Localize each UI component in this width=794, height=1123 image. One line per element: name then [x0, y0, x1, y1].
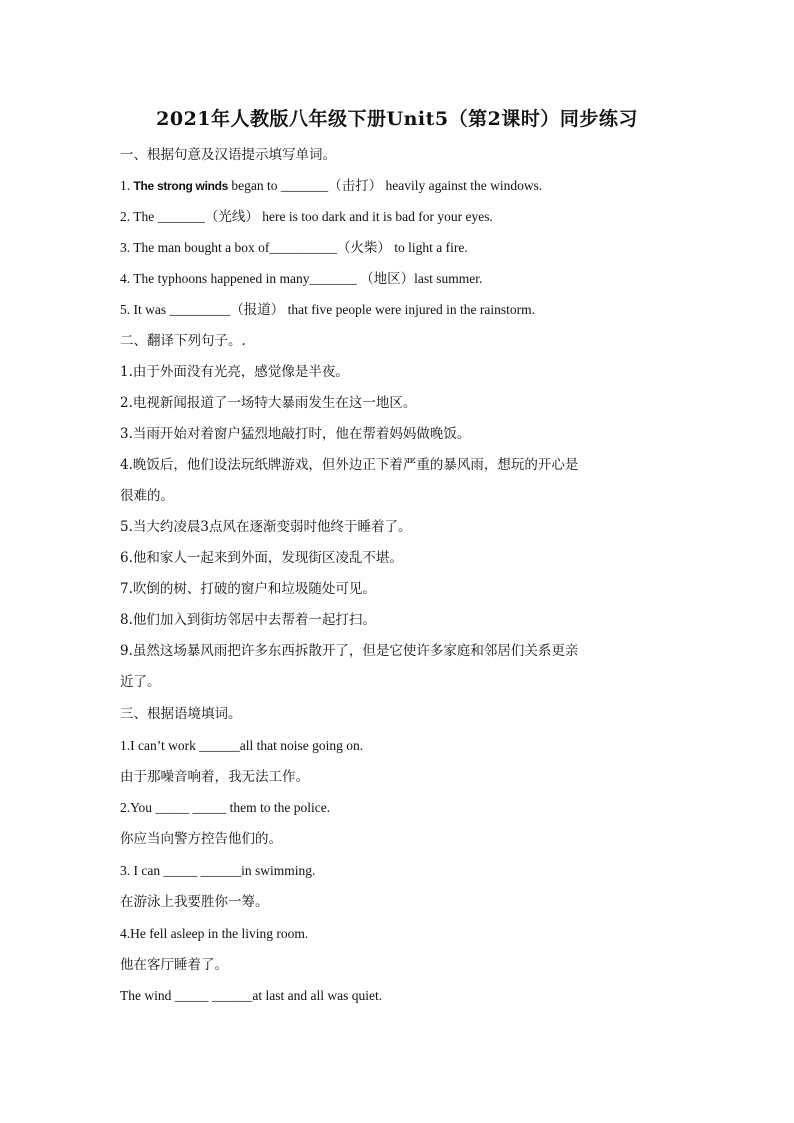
translation-line-8: 8.他们加入到街坊邻居中去帮着一起打扫。	[120, 612, 376, 628]
translation-line-9-cont: 近了。	[120, 674, 161, 690]
section1-item-5	[120, 301, 535, 319]
translation-line-4-cont: 很难的。	[120, 488, 174, 504]
context-line-5: The wind _____ ______at last and all was quiet.	[120, 988, 383, 1003]
section1-item-3	[120, 239, 468, 257]
context-line-1: 1.I can’t work ______all that noise going on.	[120, 738, 364, 753]
item-number: 3.	[120, 240, 134, 255]
item-text-before: The _______	[133, 209, 205, 224]
bold-phrase: The strong winds	[133, 179, 229, 193]
section1-item-2	[120, 208, 493, 226]
chinese-hint: （地区）	[360, 271, 415, 287]
item-text-before: The typhoons happened in many_______	[133, 271, 361, 286]
item-text-after: that five people were injured in the rainstorm.	[284, 302, 536, 317]
context-line-3-cn: 在游泳上我要胜你一筹。	[120, 894, 269, 910]
item-text-before: It was _________	[133, 302, 231, 317]
context-line-4-cn: 他在客厅睡着了。	[120, 957, 228, 973]
section1-item-1	[120, 177, 542, 195]
section1-heading: 一、根据句意及汉语提示填写单词。	[120, 147, 336, 163]
section1-item-4	[120, 270, 482, 288]
item-text-after: heavily against the windows.	[382, 178, 543, 193]
section3-heading: 三、根据语境填词。	[120, 706, 242, 722]
item-number: 1.	[120, 178, 134, 193]
translation-line-6: 6.他和家人一起来到外面，发现街区凌乱不堪。	[120, 550, 403, 566]
chinese-hint: （报道）	[230, 302, 285, 318]
translation-line-3: 3.当雨开始对着窗户猛烈地敲打时，他在帮着妈妈做晚饭。	[120, 426, 471, 442]
context-line-2: 2.You _____ _____ them to the police.	[120, 800, 331, 815]
translation-line-2: 2.电视新闻报道了一场特大暴雨发生在这一地区。	[120, 395, 417, 411]
item-text-after: to light a fire.	[390, 240, 468, 255]
item-number: 5.	[120, 302, 134, 317]
context-line-4: 4.He fell asleep in the living room.	[120, 926, 309, 941]
chinese-hint: （击打）	[328, 178, 383, 194]
context-line-1-cn: 由于那噪音响着，我无法工作。	[120, 769, 309, 785]
context-line-3: 3. I can _____ ______in swimming.	[120, 863, 316, 878]
translation-line-9: 9.虽然这场暴风雨把许多东西拆散开了，但是它使许多家庭和邻居们关系更亲	[120, 643, 579, 659]
item-text-after: last summer.	[414, 271, 483, 286]
translation-line-5: 5.当大约凌晨3点风在逐渐变弱时他终于睡着了。	[120, 519, 412, 535]
translation-line-1: 1.由于外面没有光亮，感觉像是半夜。	[120, 364, 349, 380]
chinese-hint: （火柴）	[336, 240, 391, 256]
document-title: 2021年人教版八年级下册Unit5（第2课时）同步练习	[156, 108, 638, 130]
context-line-2-cn: 你应当向警方控告他们的。	[120, 831, 282, 847]
translation-line-4: 4.晚饭后，他们设法玩纸牌游戏，但外边正下着严重的暴风雨，想玩的开心是	[120, 457, 579, 473]
item-number: 4.	[120, 271, 134, 286]
translation-line-7: 7.吹倒的树、打破的窗户和垃圾随处可见。	[120, 581, 376, 597]
section2-heading: 二、翻译下列句子。.	[120, 333, 246, 349]
item-text-after: here is too dark and it is bad for your eyes.	[258, 209, 493, 224]
item-text-before: began to _______	[228, 178, 329, 193]
chinese-hint: （光线）	[204, 209, 259, 225]
item-text-before: The man bought a box of__________	[133, 240, 337, 255]
item-number: 2.	[120, 209, 134, 224]
